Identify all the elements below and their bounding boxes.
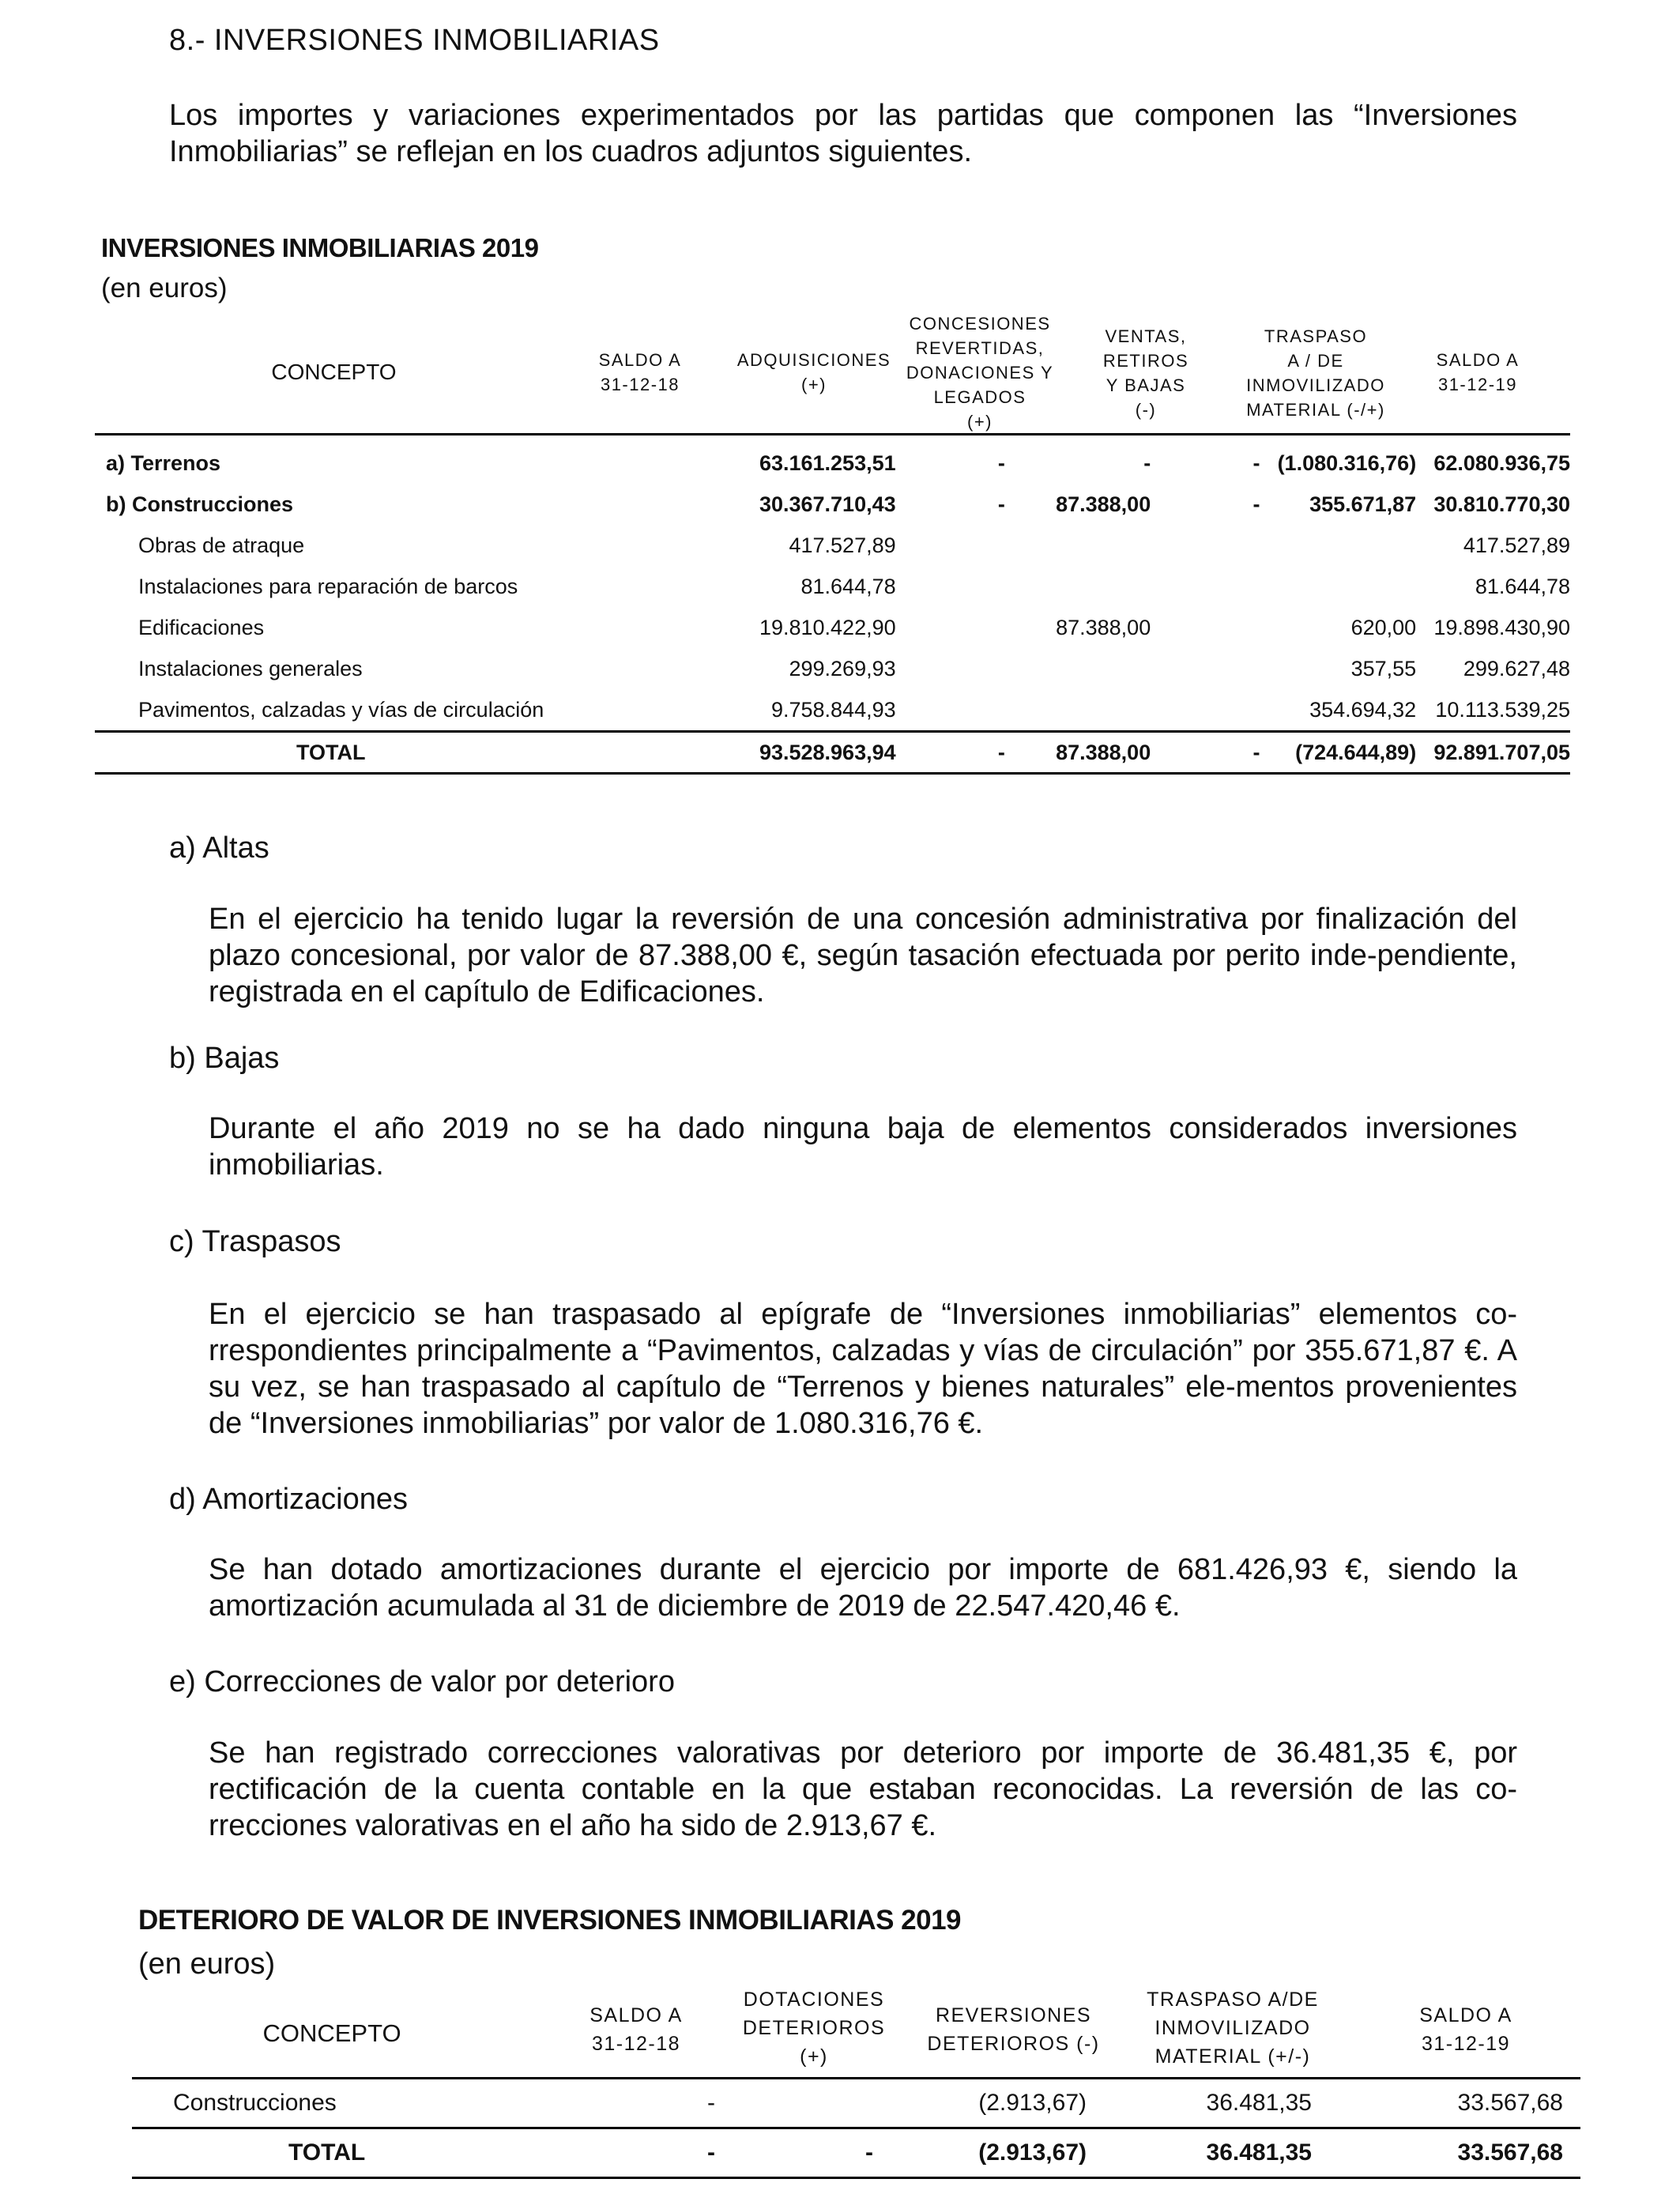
cell-dot: - xyxy=(733,2128,891,2178)
cell-conc xyxy=(1005,689,1151,732)
table1-subtitle: (en euros) xyxy=(101,273,228,303)
cell-traspaso: (724.644,89) xyxy=(1260,732,1416,774)
cell-saldo_ini: - xyxy=(606,2079,733,2128)
section-heading: d) Amortizaciones xyxy=(169,1483,409,1516)
cell-traspaso: 355.671,87 xyxy=(1309,492,1417,516)
cell-saldo_fin: 10.113.539,25 xyxy=(1435,697,1570,722)
table-row xyxy=(95,525,1570,566)
cell-traspaso: 357,55 xyxy=(1350,656,1417,680)
investments-table xyxy=(95,443,1570,775)
t2-header-reversiones: REVERSIONES DETERIOROS (-) xyxy=(927,2004,1100,2055)
cell-saldo_ini: 81.644,78 xyxy=(800,574,896,598)
cell-saldo_ini: 9.758.844,93 xyxy=(770,697,896,722)
cell-traspaso xyxy=(1260,525,1416,566)
row-concept: TOTAL xyxy=(132,2128,606,2178)
section-text: En el ejercicio ha tenido lugar la reversión de una concesión administrativa por finalización del plazo concesional, por valor de 87.388,00 €, según tasación efectuada por perito inde-pendiente, registrada en el capítulo de Edificaciones. xyxy=(209,903,1517,1008)
cell-ventas xyxy=(1151,566,1260,607)
cell-adq xyxy=(896,648,1005,689)
section-title: 8.- INVERSIONES INMOBILIARIAS xyxy=(169,24,660,57)
cell-traspaso: 354.694,32 xyxy=(1309,697,1417,722)
cell-conc: 87.388,00 xyxy=(1056,615,1151,639)
section-heading: e) Correcciones de valor por deterioro xyxy=(169,1665,675,1698)
cell-saldo_ini: 63.161.253,51 xyxy=(759,450,896,475)
cell-conc: 87.388,00 xyxy=(1005,732,1151,774)
row-concept: Obras de atraque xyxy=(138,533,305,557)
t2-header-dotaciones: DOTACIONES DETERIOROS (+) xyxy=(742,1989,886,2068)
cell-traspaso xyxy=(1260,566,1416,607)
cell-conc: 87.388,00 xyxy=(1056,492,1151,516)
cell-rev: (2.913,67) xyxy=(891,2128,1104,2178)
table-row xyxy=(95,648,1570,689)
table-row xyxy=(95,566,1570,607)
section-text: Durante el año 2019 no se ha dado ninguna baja de elementos considerados inversiones inmobiliarias. xyxy=(209,1112,1517,1182)
cell-conc: - xyxy=(1143,450,1151,475)
cell-ventas: - xyxy=(1252,492,1260,516)
t2-header-saldo-fin: SALDO A 31-12-19 xyxy=(1419,2004,1512,2055)
row-concept: TOTAL xyxy=(95,732,690,774)
cell-adq xyxy=(896,525,1005,566)
table2-title: DETERIORO DE VALOR DE INVERSIONES INMOBILIARIAS 2019 xyxy=(138,1905,962,1936)
cell-saldo_ini: 93.528.963,94 xyxy=(690,732,896,774)
cell-dot xyxy=(733,2079,891,2128)
cell-adq xyxy=(896,566,1005,607)
cell-saldo_ini: 30.367.710,43 xyxy=(759,492,896,516)
cell-adq xyxy=(896,689,1005,732)
impairment-table xyxy=(132,2077,1580,2179)
cell-saldo_ini: 417.527,89 xyxy=(789,533,896,557)
row-concept: Construcciones xyxy=(132,2079,606,2128)
cell-adq: - xyxy=(997,492,1005,516)
total-row xyxy=(95,732,1570,774)
t2-header-saldo-ini: SALDO A 31-12-18 xyxy=(590,2004,683,2055)
cell-traspaso: 36.481,35 xyxy=(1104,2079,1329,2128)
table-row xyxy=(95,443,1570,484)
t1-header-traspaso: TRASPASO A / DE INMOVILIZADO MATERIAL (-/+) xyxy=(1246,326,1385,420)
row-concept: a) Terrenos xyxy=(106,450,221,475)
cell-saldo_fin: 33.567,68 xyxy=(1329,2079,1580,2128)
table-row xyxy=(95,689,1570,732)
section-heading: b) Bajas xyxy=(169,1042,280,1075)
row-concept: Instalaciones generales xyxy=(138,656,363,680)
table1-title: INVERSIONES INMOBILIARIAS 2019 xyxy=(101,233,539,262)
section-text: Se han registrado correcciones valorativas por deterioro por importe de 36.481,35 €, por rectificación de la cuenta contable en la que estaban reconocidas. La reversión de las co-rrecciones valorativas en el año ha sido de 2.913,67 €. xyxy=(209,1736,1517,1842)
cell-saldo_fin: 30.810.770,30 xyxy=(1433,492,1570,516)
table2-subtitle: (en euros) xyxy=(138,1947,276,1981)
cell-conc xyxy=(1005,525,1151,566)
t1-header-saldo-ini: SALDO A 31-12-18 xyxy=(598,350,682,394)
cell-adq: - xyxy=(896,732,1005,774)
t2-header-concepto: CONCEPTO xyxy=(262,2019,401,2047)
cell-saldo_ini: 19.810.422,90 xyxy=(759,615,896,639)
row-concept: Edificaciones xyxy=(138,615,265,639)
cell-saldo_ini: 299.269,93 xyxy=(789,656,896,680)
t1-header-rule xyxy=(95,433,1570,435)
total-row xyxy=(132,2128,1580,2178)
t1-header-adquisiciones: ADQUISICIONES (+) xyxy=(736,350,891,394)
cell-saldo_fin: 92.891.707,05 xyxy=(1416,732,1570,774)
table-row xyxy=(95,484,1570,525)
cell-traspaso: (1.080.316,76) xyxy=(1277,450,1417,475)
cell-adq xyxy=(896,607,1005,648)
t1-header-concepto: CONCEPTO xyxy=(271,360,397,384)
cell-saldo_fin: 33.567,68 xyxy=(1329,2128,1580,2178)
intro-paragraph: Los importes y variaciones experimentados por las partidas que componen las “Inversiones Inmobiliarias” se reflejan en los cuadros adjuntos siguientes. xyxy=(169,99,1517,168)
cell-ventas xyxy=(1151,607,1260,648)
cell-saldo_fin: 417.527,89 xyxy=(1463,533,1570,557)
section-text: Se han dotado amortizaciones durante el ejercicio por importe de 681.426,93 €, siendo la amortización acumulada al 31 de diciembre de 2019 de 22.547.420,46 €. xyxy=(209,1553,1517,1623)
section-heading: a) Altas xyxy=(169,831,269,865)
cell-saldo_fin: 299.627,48 xyxy=(1463,656,1570,680)
t1-header-saldo-fin: SALDO A 31-12-19 xyxy=(1436,350,1520,394)
cell-adq: - xyxy=(997,450,1005,475)
cell-ventas: - xyxy=(1151,732,1260,774)
cell-ventas xyxy=(1151,648,1260,689)
cell-traspaso: 36.481,35 xyxy=(1104,2128,1329,2178)
t1-header-concesiones: CONCESIONES REVERTIDAS, DONACIONES Y LEGADOS (+) xyxy=(906,314,1054,432)
cell-saldo_fin: 81.644,78 xyxy=(1475,574,1570,598)
cell-ventas: - xyxy=(1252,450,1260,475)
cell-rev: (2.913,67) xyxy=(891,2079,1104,2128)
cell-ventas xyxy=(1151,525,1260,566)
row-concept: b) Construcciones xyxy=(106,492,294,516)
t2-header-traspaso: TRASPASO A/DE INMOVILIZADO MATERIAL (+/-) xyxy=(1147,1989,1319,2068)
row-concept: Instalaciones para reparación de barcos xyxy=(138,574,518,598)
cell-saldo_ini: - xyxy=(606,2128,733,2178)
table-row xyxy=(132,2079,1580,2128)
section-text: En el ejercicio se han traspasado al epígrafe de “Inversiones inmobiliarias” elementos co-rrespondientes principalmente a “Pavimentos, calzadas y vías de circulación” por 355.671,87 €. A su vez, se han traspasado al capítulo de “Terrenos y bienes naturales” ele-mentos provenientes de “Inversiones inmobiliarias” por valor de 1.080.316,76 €. xyxy=(209,1298,1517,1440)
section-heading: c) Traspasos xyxy=(169,1225,341,1258)
t1-header-ventas: VENTAS, RETIROS Y BAJAS (-) xyxy=(1102,326,1189,420)
cell-conc xyxy=(1005,648,1151,689)
cell-conc xyxy=(1005,566,1151,607)
cell-traspaso: 620,00 xyxy=(1350,615,1417,639)
cell-saldo_fin: 19.898.430,90 xyxy=(1433,615,1570,639)
cell-saldo_fin: 62.080.936,75 xyxy=(1433,450,1570,475)
cell-ventas xyxy=(1151,689,1260,732)
row-concept: Pavimentos, calzadas y vías de circulación xyxy=(138,697,544,722)
table-row xyxy=(95,607,1570,648)
